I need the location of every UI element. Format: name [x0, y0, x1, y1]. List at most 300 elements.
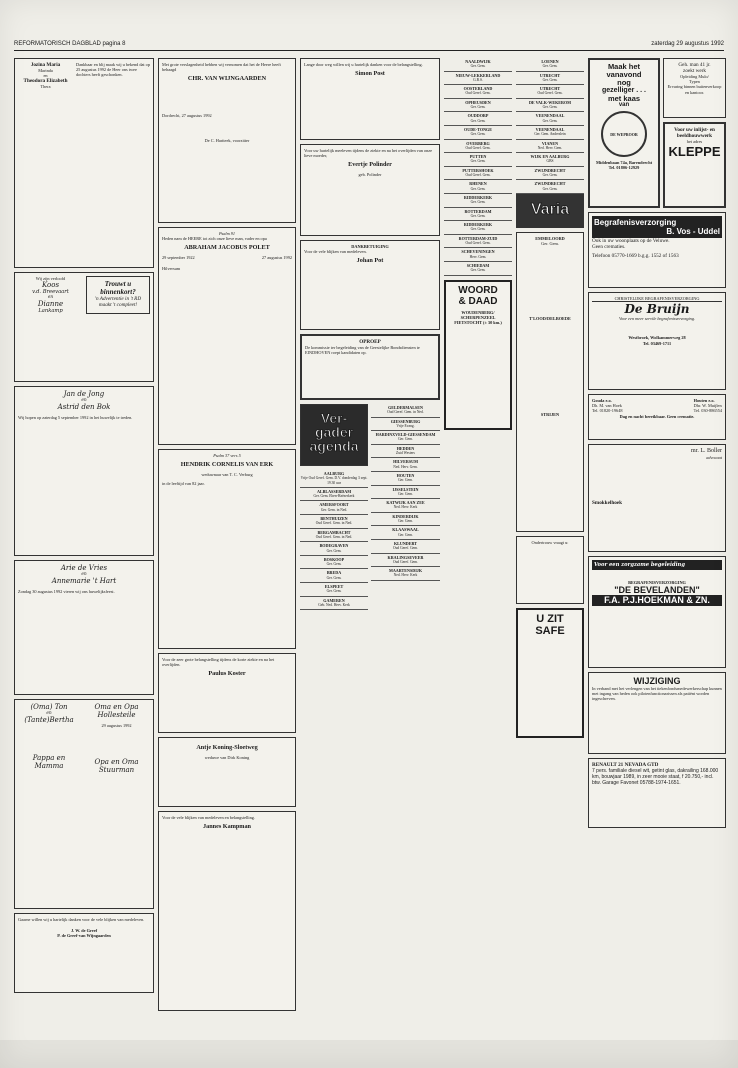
polet-intro: Heden nam de HEERE tot zich onze lieve man, vader en opa [162, 236, 267, 242]
column-3 [300, 58, 440, 610]
vos-sub: B. Vos - Uddel [666, 227, 720, 236]
agenda-entry-text: Oud Geref. Gem. [465, 91, 491, 96]
goudse-r2: Dhr. W. Muijlen [693, 403, 722, 409]
agenda-entry-text: Ger. Gem. [470, 200, 486, 205]
agenda-entry [444, 126, 512, 140]
agenda-list-d [516, 58, 584, 194]
column-1 [14, 58, 154, 997]
johan-text: Voor de vele blijken van medeleven. [304, 249, 367, 255]
zit-safe-title: U ZIT SAFE [535, 612, 565, 637]
birth-sub-1: Marinda [38, 68, 53, 73]
agenda-entry-name: BREDA [326, 570, 342, 576]
header-right: zaterdag 29 augustus 1992 [651, 41, 724, 47]
woord-title-1: WOORD [458, 284, 498, 296]
agenda-entry [516, 58, 584, 72]
agenda-entry-text: Ger. Gem. [542, 105, 558, 110]
marry-ad-title: Trouwt u binnenkort? [100, 280, 136, 296]
page-header [14, 40, 724, 51]
agenda-entry [300, 556, 368, 570]
agenda-entry-name: AMERSFOORT [319, 502, 349, 508]
agenda-entry-text: Oud Geref. Gem. [465, 241, 491, 246]
polet-date-1: 29 september 1922 [162, 254, 195, 260]
agenda-entry-name: SCHEVENINGEN [461, 249, 495, 255]
bruijn-l1: Voor een meer servile begrafenisverzorging. [618, 316, 696, 322]
death-notice-wijngaarden [158, 58, 296, 223]
oproep-text: De kommissie ter begeleiding van de Geestelijke Bondsdiensten te EINDHOVEN roept kandidaten op. [305, 345, 420, 356]
agenda-entry-text: Oud Geref. Gem. in Ned. [315, 521, 353, 526]
oproep-notice [300, 334, 440, 400]
agenda-entry [371, 458, 440, 472]
engaged-tag: Wij zijn verloofd [35, 276, 66, 281]
agenda-entry-name: HILVERSUM [393, 459, 418, 465]
birth-name-2: Theodora Elizabeth [23, 78, 68, 85]
agenda-entry-name: VIANEN [541, 140, 559, 146]
agenda-entry [516, 99, 584, 113]
agenda-entry [371, 513, 440, 527]
goudse-l1: Gouda e.o. [592, 398, 612, 403]
kleppe-ad [663, 122, 726, 208]
agenda-title-1: Ver- [320, 410, 348, 426]
agenda-entry [444, 72, 512, 86]
agenda-entry [444, 112, 512, 126]
agenda-entry-text: Oud Geref. Gem. [465, 173, 491, 178]
kaas-l1: Maak het [607, 62, 641, 71]
agenda-entry-name: OVERBERG [466, 140, 490, 146]
de-bruijn-ad [588, 292, 726, 390]
agenda-entry-text: Oud Geref. Gem. [465, 145, 491, 150]
evertje-name: Evertje Polinder [348, 161, 392, 169]
vos-uddel-ad [588, 212, 726, 288]
agenda-entry [444, 248, 512, 262]
wedding-notice-1 [14, 386, 154, 556]
wijngaarden-date: Dordrecht, 27 augustus 1992 [162, 112, 212, 118]
varia-title: Varia [530, 200, 570, 218]
agenda-entry-text: Ger. Gem. [470, 268, 486, 273]
family-name-5: Opa en Oma Stuurman [94, 758, 139, 775]
agenda-entry-name: OUDDORP [467, 113, 489, 119]
agenda-entry [300, 488, 368, 502]
agenda-entry-name: SCHIEDAM [466, 262, 490, 268]
agenda-entry-text: Ger. Gem. Anderslein [534, 132, 566, 137]
agenda-entry-text: Ger. Gem. [470, 159, 486, 164]
varia-t2: Ger. Gem. [541, 241, 559, 247]
wedding-name-2: Astrid den Bok [57, 403, 111, 412]
johan-name: Johan Pot [356, 257, 384, 265]
agenda-entry-text: Ger. Gem. [398, 437, 413, 442]
agenda-entry [444, 85, 512, 99]
agenda-entry [300, 529, 368, 543]
agenda-banner [300, 404, 368, 466]
thanks-text: Gaarne willen wij u hartelijk danken voor de vele blijken van medeleven. [18, 917, 145, 922]
goudse-r3: Tel. 030-886554 [693, 408, 722, 414]
kleppe-l1: Voor uw inlijst- en beeldhouwwerk [674, 127, 715, 139]
agenda-entry-text: Ger. Gem. [470, 213, 486, 218]
werk-l5: Ervaring binnen buitenverkoop en kantoor. [667, 84, 722, 95]
column-6 [588, 58, 726, 832]
marry-ad-text: 'n Advertentie in 't RD maakt 't compleet! [94, 296, 142, 308]
header-left: REFORMATORISCH DAGBLAD pagina 8 [14, 41, 126, 47]
agenda-entry-text: Ger. Gem. [398, 478, 413, 483]
agenda-entry [300, 501, 368, 515]
bevelanden-t3: "DE BEVELANDEN" [614, 585, 700, 596]
agenda-entry-name: BENTHUIZEN [320, 516, 348, 522]
agenda-entry-text: Ger. Gem. [470, 118, 486, 123]
agenda-entry [371, 431, 440, 445]
wijziging-title: WIJZIGING [633, 676, 681, 686]
kampman-text: Voor de vele blijken van medeleven en belangstelling. [162, 815, 255, 820]
agenda-entry [300, 470, 368, 488]
birth-name-1: Jozina Maria [30, 62, 61, 68]
simon-name: Simon Post [355, 70, 385, 78]
agenda-entry-name: ROTTERDAM-ZUID [458, 235, 498, 241]
thanks-sign-1: J. W. de Greef [70, 928, 98, 934]
agenda-entry-name: NIEUW-LEKKERLAND [455, 72, 501, 78]
agenda-entry-name: PUTTEN [469, 154, 487, 160]
agenda-entry-name: BERGAMBACHT [317, 529, 351, 535]
agenda-entry-text: Geb. Ned. Herv. Kerk [318, 602, 350, 607]
goudse-l2: Dh. M. van Hoek [592, 403, 622, 409]
renault-text: 7 pers. familiale diesel wit, getint glas, dakrailing 168.000 km, bouwjaar 1989, in zeer mooie staat, f 20.750,- incl. btw. Garage Favonet 05788-1974-1651. [592, 768, 719, 786]
varia-t4: STRIJEN [540, 411, 560, 417]
agenda-entry-name: RIDDERKERK [463, 222, 493, 228]
column-5 [516, 58, 584, 742]
evertje-text: Voor uw hartelijk meeleven tijdens de ziekte en na het overlijden van onze lieve moeder, [304, 148, 433, 159]
agenda-entry [371, 526, 440, 540]
agenda-entry-name: ROTTERDAM [464, 208, 492, 214]
werk-l3: Opleiding Mulo/ [680, 74, 709, 79]
agenda-entry-name: KLAASWAAL [392, 527, 419, 533]
agenda-entry-name: OOSTERLAND [463, 86, 493, 92]
agenda-entry-name: KINDERDIJK [392, 513, 419, 519]
agenda-entry [371, 499, 440, 513]
agenda-entry-name: OUDE-TONGE [464, 126, 492, 132]
agenda-entry-text: Ger. Gem. [470, 227, 486, 232]
agenda-entry-text: Ger. Gem. Eben-Haëzerkerk [313, 494, 355, 499]
agenda-entry-text: GBS [546, 159, 554, 164]
wijngaarden-intro: Met grote verslagenheid hebben wij vernomen dat het de Heere heeft behaagd [162, 62, 281, 73]
thanks-johan-pot [300, 240, 440, 330]
goudse-dagnacht: Dag en nacht bereikbaar. Geen crematie. [619, 413, 695, 419]
wedding-notice-2 [14, 560, 154, 695]
agenda-entry-name: PUTTERSHOEK [462, 167, 494, 173]
thanks-sign-2: P. de Greef-van Wijngaarden [57, 933, 111, 939]
engaged-name-2: Dianne [37, 300, 64, 309]
simon-text: Lange door weg willen wij u hartelijk danken voor de belangstelling. [304, 62, 423, 67]
wedding-name-1: Jan de Jong [63, 390, 105, 398]
agenda-title-3: agenda [309, 438, 359, 454]
bruijn-tel: Tel. 03469-1711 [642, 340, 672, 346]
thanks-kampman [158, 811, 296, 1011]
boller-ad [588, 444, 726, 552]
agenda-entry-text: Ned. Herv. Gem. [537, 145, 563, 150]
agenda-entry [371, 418, 440, 432]
agenda-entry-text: Ger. Gem. [326, 575, 342, 580]
agenda-entry-text: Ned. Herv. Kerk [393, 505, 418, 510]
polet-name: ABRAHAM JACOBUS POLET [184, 244, 270, 252]
agenda-entry-name: KLUNDERT [393, 540, 418, 546]
agenda-title-2: gader [314, 424, 354, 440]
bruijn-place: Westbroek, Wolkammerweg 28 [628, 335, 686, 341]
agenda-entry-name: UTRECHT [539, 72, 561, 78]
boller-text: Smokkelhoek [592, 500, 622, 507]
engaged-name-1: Koos [41, 281, 60, 290]
agenda-entry-name: VEENENDAAL [535, 126, 565, 132]
wedding-name-4: Annemarie 't Hart [51, 577, 117, 586]
woord-sub-2: FIETSTOCHT (± 30 km.) [454, 319, 502, 325]
agenda-entry [300, 569, 368, 583]
agenda-entry [300, 597, 368, 611]
agenda-entry-text: Ger. Gem. [326, 589, 342, 594]
agenda-entry-name: ZWIJNDRECHT [534, 167, 566, 173]
agenda-entry [444, 262, 512, 276]
agenda-entry [516, 112, 584, 126]
agenda-entry [444, 208, 512, 222]
koning-name: Antje Koning-Sloetweg [196, 744, 258, 751]
polet-date-2: 27 augustus 1992 [261, 254, 292, 260]
engaged-en: en [47, 295, 54, 301]
agenda-entry-text: Vrije Oud Geref. Gem. D.V. donderdag 3 sept. 19.30 uur [300, 476, 368, 485]
agenda-entry-text: Oud Geref. Gem. in Ned. [387, 410, 424, 415]
kaas-l3: nog [617, 78, 631, 87]
death-notice-van-erk [158, 449, 296, 649]
agenda-entry-name: HEDDEN [396, 445, 415, 451]
agenda-entry-text: Zuid Westers [396, 451, 415, 456]
family-notice [14, 699, 154, 909]
ondertrouw-ad [516, 536, 584, 604]
vos-l1: Ook in uw woonplaats op de Veluwe. [592, 238, 670, 244]
family-name-1: (Oma) Ton [30, 703, 68, 711]
agenda-entry-text: Ger. Gem. [470, 132, 486, 137]
bruijn-t2: De Bruijn [624, 302, 690, 317]
kampman-name: Jannes Kampman [203, 823, 251, 831]
agenda-entry [371, 540, 440, 554]
werk-l4: Typen [689, 79, 700, 85]
agenda-entry-name: ZWIJNDRECHT [534, 181, 566, 187]
agenda-entry [300, 515, 368, 529]
agenda-entry-text: Ger. Gem. [542, 77, 558, 82]
polet-psalm: Psalm 91 [218, 231, 236, 236]
evertje-sub: geb. Polinder [358, 171, 382, 177]
vos-l2: Geen crematies. [592, 244, 626, 250]
agenda-entry-name: WIJK EN AALBURG [530, 154, 570, 160]
agenda-entry-name: BOSKOOP [323, 556, 345, 562]
agenda-entry-name: AALBURG [323, 471, 345, 476]
koster-text: Voor de zeer grote belangstelling tijdens de korte ziekte en na het overlijden. [162, 657, 275, 668]
agenda-entry-text: Ger. Gem. [398, 519, 413, 524]
agenda-entry-text: Ger. Gem. [470, 186, 486, 191]
agenda-entry-name: GAMEREN [323, 597, 345, 603]
agenda-entry [444, 140, 512, 154]
varia-content [516, 232, 584, 532]
polet-place: Hilversum [162, 266, 181, 272]
agenda-entry-text: Ger. Gem. [542, 186, 558, 191]
agenda-entry-name: BODEGRAVEN [319, 543, 349, 549]
zit-safe-ad [516, 608, 584, 738]
agenda-entry-text: Vrije Evang. [396, 423, 415, 428]
boller-sub: advocaat [706, 455, 722, 460]
woord-daad-ad [444, 280, 512, 430]
agenda-entry-name: RHENEN [469, 181, 487, 187]
agenda-entry [516, 126, 584, 140]
agenda-entry [300, 542, 368, 556]
agenda-entry-name: LOENEN [541, 59, 559, 64]
koster-name: Paulus Koster [208, 670, 246, 678]
agenda-entry-name: ELSPEET [324, 584, 344, 590]
agenda-entry [371, 472, 440, 486]
agenda-entry-text: Ger. Gem. [542, 118, 558, 123]
goudse-r1: Houten e.o. [693, 398, 715, 403]
agenda-entry-text: Ger. Gem. [470, 105, 486, 110]
agenda-entry [371, 445, 440, 459]
birth-notice [14, 58, 154, 268]
agenda-entry-name: UTRECHT [539, 86, 561, 92]
wedding-en-2: en [81, 572, 87, 577]
kaas-l2: vanavond [606, 70, 642, 79]
wijziging-text: In verband met het verlengen van het tiekenfondsmedewerkerschap kunnen met ingang van heden ook pilotenfunctionarissen als patiënt worden ingeschreven. [592, 686, 722, 702]
agenda-entry-name: KRALINGSEVEER [387, 554, 424, 560]
kaas-l5: met kaas [607, 94, 641, 103]
koning-text: weduwe van Dirk Koning [204, 754, 250, 760]
agenda-entry-text: Ger. Gem. [470, 64, 486, 69]
agenda-entry-name: RIDDERKERK [463, 194, 493, 200]
agenda-entry-text: Ger. Gem. [542, 64, 558, 69]
agenda-entry [444, 180, 512, 194]
agenda-entry [516, 153, 584, 167]
vanerk-text: weduwnaar van T. C. Verburg [201, 471, 253, 477]
varia-banner [516, 194, 584, 228]
agenda-entry [444, 153, 512, 167]
agenda-entry [300, 583, 368, 597]
page-fold [0, 1040, 738, 1068]
agenda-entry [371, 567, 440, 581]
ondertrouw-text: Ondertrouw vraagt u: [531, 539, 569, 545]
vanerk-psalm: Psalm 37 vers 5 [213, 453, 241, 458]
goudse-l3: Tel. 01820-19648 [592, 408, 623, 414]
kaas-ad [588, 58, 660, 208]
varia-t3: T'LOOD/DELBOEDE [529, 316, 571, 322]
column-2 [158, 58, 296, 1015]
engagement-notice [14, 272, 154, 382]
vos-tel: Telefoon 05770-1669 b.g.g. 1552 of 1563 [592, 253, 679, 259]
agenda-list-b [371, 404, 440, 610]
agenda-entry [444, 235, 512, 249]
agenda-entry [516, 140, 584, 154]
agenda-entry-name: ALBLASSERDAM [316, 488, 352, 494]
family-name-3: Oma en Opa Hollesteile [94, 703, 139, 719]
wijngaarden-sig: De C. Hariteek, voorzitter [204, 138, 250, 144]
birth-sub-2: Thera [40, 84, 51, 90]
agenda-entry-name: GELDERMALSEN [388, 405, 423, 410]
agenda-entry-text: Oud Geref. Gem. [537, 91, 563, 96]
varia-t1: EMMELOORD [535, 235, 565, 241]
agenda-entry-name: MAARTENSDIJK [388, 568, 423, 574]
agenda-entry [371, 404, 440, 418]
goudse-ad [588, 394, 726, 440]
boller-name: mr. L. Boller [691, 448, 722, 454]
agenda-entry-name: HOUTEN [396, 472, 415, 478]
agenda-entry-text: Herv. Gem. [469, 254, 487, 259]
agenda-entry-text: Oud Geref. Gem. [393, 546, 418, 551]
kaas-addr: Middenbaan 74a, Barendrecht [595, 160, 653, 166]
agenda-entry-name: DE VALK-WEKEROM [528, 99, 572, 105]
agenda-list-a [300, 470, 368, 610]
vanerk-age: in de leeftijd van 82 jaar. [162, 480, 205, 486]
agenda-entry-text: Ger. Gem. [398, 491, 413, 496]
agenda-entry [444, 99, 512, 113]
renault-ad [588, 758, 726, 828]
johan-title: DANKBETUIGING [351, 244, 389, 249]
bevelanden-ad [588, 556, 726, 668]
vos-title: Begrafenisverzorging [594, 218, 677, 227]
agenda-entry-text: Oud Geref. Gem. [393, 559, 418, 564]
birth-and: en [43, 73, 48, 79]
woord-title-2: & DAAD [458, 295, 498, 307]
agenda-list-c [444, 58, 512, 276]
thanks-koning [158, 737, 296, 807]
agenda-entry-text: Ned. Herv. Gem. [393, 464, 418, 469]
oproep-title: OPROEP [359, 339, 381, 345]
agenda-entry-text: Ned. Herv. Kerk [393, 573, 418, 578]
thanks-simon-post [300, 58, 440, 140]
bevelanden-t4: F.A. P.J.HOEKMAN & ZN. [592, 595, 722, 606]
kaas-l6: van [618, 102, 630, 108]
wijngaarden-name: CHR. VAN WIJNGAARDEN [187, 75, 267, 83]
wedding-text-2: Zondag 30 augustus 1992 vieren wij ons huwelijksfeest. [18, 589, 115, 595]
agenda-entry-text: Ger. Gem. [326, 562, 342, 567]
agenda-entry-name: OPHEUSDEN [465, 99, 491, 105]
agenda-entry-name: NAALDWIJK [465, 59, 491, 64]
family-name-2: (Tante)Bertha [24, 716, 74, 725]
thanks-notice [14, 913, 154, 993]
werk-l2: zoekt werk [683, 68, 706, 74]
family-name-4: Pappa en Mamma [32, 754, 66, 771]
agenda-entry [444, 58, 512, 72]
renault-title: RENAULT 21 NEVADA GTD [592, 762, 659, 768]
wijziging-notice [588, 672, 726, 754]
column-4 [444, 58, 512, 434]
wedding-name-3: Arie de Vries [60, 564, 108, 572]
agenda-entry [516, 85, 584, 99]
death-notice-polet [158, 227, 296, 445]
agenda-entry-text: Ger. Gem. in Ned. [320, 507, 348, 512]
wedding-text-1: Wij hopen op zaterdag 5 september 1992 in het huwelijk te treden. [18, 415, 133, 421]
agenda-entry [516, 72, 584, 86]
agenda-entry [371, 486, 440, 500]
weproor-logo: DE WEPROOR [601, 111, 647, 157]
kaas-tel: Tel. 01806-12929 [608, 165, 640, 171]
vanerk-name: HENDRIK CORNELIS VAN ERK [180, 461, 274, 469]
agenda-entry [444, 221, 512, 235]
woord-sub-1: WOUDENBERG/ SCHERPENZEEL [460, 309, 496, 320]
engaged-name-2b: Lankamp [38, 308, 63, 315]
agenda-entry-text: Oud Geref. Gem. in Ned. [315, 534, 353, 539]
werk-ad [663, 58, 726, 118]
kleppe-l3: KLEPPE [668, 144, 721, 160]
engaged-name-1b: v.d. Breevaart [32, 289, 69, 296]
agenda-entry [516, 167, 584, 181]
family-en: en [46, 711, 52, 716]
agenda-entry-name: VEENENDAAL [535, 113, 565, 119]
bevelanden-t2: BEGRAFENISVERZORGING [628, 580, 686, 585]
agenda-entry-text: Ger. Gem. [398, 532, 413, 537]
agenda-entry [444, 194, 512, 208]
agenda-entry-name: KATWIJK AAN ZEE [386, 500, 425, 506]
agenda-entry-name: IJSSELSTEIN [392, 486, 419, 492]
bevelanden-t1: Voor een zorgzame begeleiding [592, 560, 722, 570]
agenda-entry [516, 180, 584, 194]
agenda-entry [444, 167, 512, 181]
agenda-entry [371, 554, 440, 568]
